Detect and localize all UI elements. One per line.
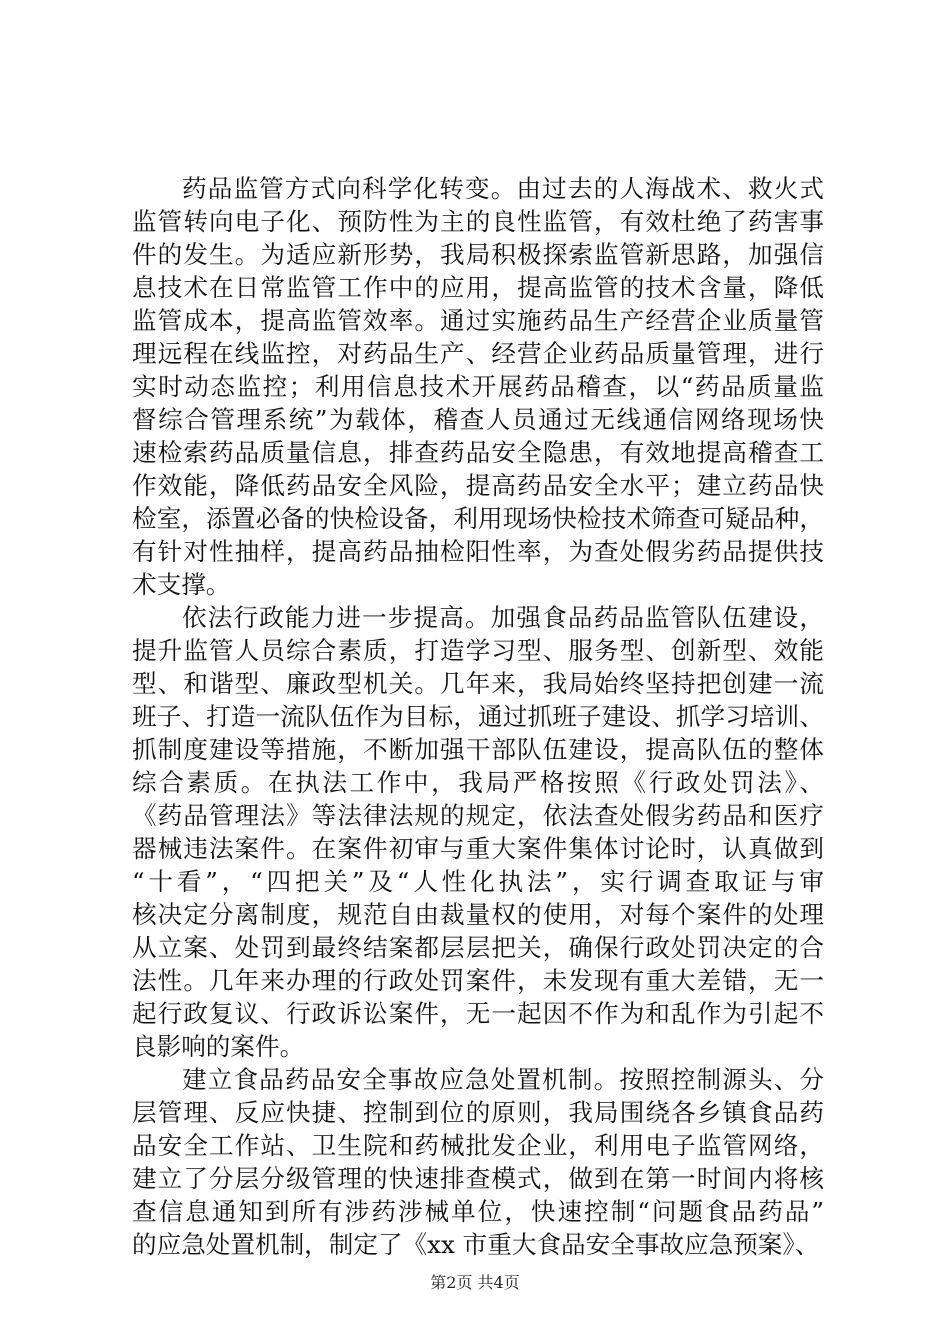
text-line: 监管转向电子化、预防性为主的良性监管，有效杜绝了药害事: [132, 207, 824, 236]
text-line: 有针对性抽样，提高药品抽检阳性率，为查处假劣药品提供技: [132, 537, 824, 566]
text-line: 层管理、反应快捷、控制到位的原则，我局围绕各乡镇食品药: [132, 1098, 824, 1127]
text-line: 建立了分层分级管理的快速排查模式，做到在第一时间内将核: [132, 1164, 824, 1193]
text-line: 依法行政能力进一步提高。加强食品药品监管队伍建设，: [182, 603, 824, 632]
paragraph: [132, 172, 824, 601]
text-line: 从立案、处罚到最终结案都层层把关，确保行政处罚决定的合: [132, 933, 824, 962]
text-line: 提升监管人员综合素质，打造学习型、服务型、创新型、效能: [132, 636, 824, 665]
text-line: 监管成本，提高监管效率。通过实施药品生产经营企业质量管: [132, 306, 824, 335]
page-footer: 第2页 共4页: [430, 1273, 520, 1292]
text-line: 查信息通知到所有涉药涉械单位，快速控制“问题食品药品”: [132, 1197, 824, 1226]
text-line: 件的发生。为适应新形势，我局积极探索监管新思路，加强信: [132, 240, 824, 269]
text-line: 理远程在线监控，对药品生产、经营企业药品质量管理，进行: [132, 339, 824, 368]
text-line: 品安全工作站、卫生院和药械批发企业，利用电子监管网络，: [132, 1131, 824, 1160]
text-line: 实时动态监控；利用信息技术开展药品稽查，以“药品质量监: [132, 372, 824, 401]
text-line: 《药品管理法》等法律法规的规定，依法查处假劣药品和医疗: [132, 801, 824, 830]
text-line: 班子、打造一流队伍作为目标，通过抓班子建设、抓学习培训、: [132, 702, 824, 731]
text-line: 法性。几年来办理的行政处罚案件，未发现有重大差错，无一: [132, 966, 824, 995]
paragraph: [132, 601, 824, 1063]
text-line: 药品监管方式向科学化转变。由过去的人海战术、救火式: [182, 174, 824, 203]
text-line: 的应急处置机制，制定了《xx 市重大食品安全事故应急预案》、: [132, 1230, 820, 1259]
text-line: 综合素质。在执法工作中，我局严格按照《行政处罚法》、: [132, 768, 824, 797]
document-body: [132, 172, 824, 1261]
text-line: 型、和谐型、廉政型机关。几年来，我局始终坚持把创建一流: [132, 669, 824, 698]
text-line: 息技术在日常监管工作中的应用，提高监管的技术含量，降低: [132, 273, 824, 302]
text-line: 核决定分离制度，规范自由裁量权的使用，对每个案件的处理: [132, 900, 824, 929]
text-line: 器械违法案件。在案件初审与重大案件集体讨论时，认真做到: [132, 834, 824, 863]
text-line: 督综合管理系统”为载体，稽查人员通过无线通信网络现场快: [132, 405, 824, 434]
text-line: 检室，添置必备的快检设备，利用现场快检技术筛查可疑品种，: [132, 504, 824, 533]
text-line: 抓制度建设等措施，不断加强干部队伍建设，提高队伍的整体: [132, 735, 824, 764]
text-line: 作效能，降低药品安全风险，提高药品安全水平；建立药品快: [132, 471, 824, 500]
text-line: “十看”，“四把关”及“人性化执法”，实行调查取证与审: [132, 867, 824, 896]
text-line: 建立食品药品安全事故应急处置机制。按照控制源头、分: [182, 1065, 824, 1094]
paragraph: [132, 1063, 824, 1261]
text-line: 速检索药品质量信息，排查药品安全隐患，有效地提高稽查工: [132, 438, 824, 467]
text-line: 起行政复议、行政诉讼案件，无一起因不作为和乱作为引起不: [132, 999, 824, 1028]
text-line: 术支撑。: [132, 570, 231, 599]
text-line: 良影响的案件。: [132, 1032, 305, 1061]
